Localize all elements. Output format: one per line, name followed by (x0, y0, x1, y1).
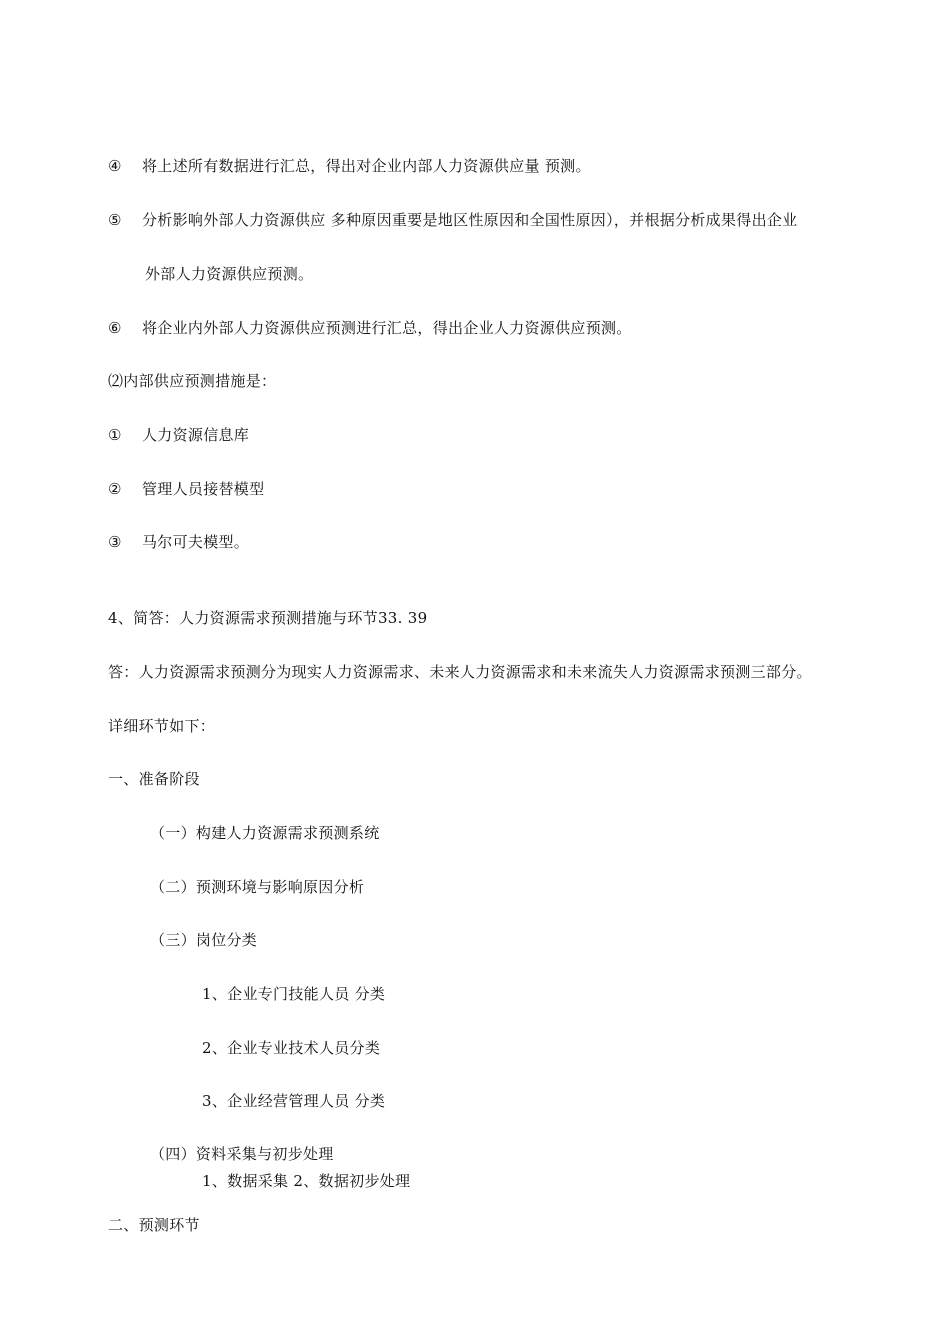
list-marker: ① (108, 426, 122, 444)
subsection-heading: （四）资料采集与初步处理 (150, 1145, 334, 1163)
list-item-text: 人力资源信息库 (142, 426, 250, 444)
list-item (108, 156, 591, 176)
list-item (108, 318, 632, 338)
subsection-heading: （一）构建人力资源需求预测系统 (150, 824, 380, 842)
list-marker: ② (108, 480, 122, 498)
sub-item: 1、数据采集 2、数据初步处理 (202, 1172, 411, 1190)
question-heading: 4、简答：人力资源需求预测措施与环节33. 39 (108, 609, 428, 627)
sub-item: 3、企业经营管理人员 分类 (202, 1092, 386, 1110)
list-item (108, 425, 249, 445)
list-item-text: 将企业内外部人力资源供应预测进行汇总，得出企业人力资源供应预测。 (142, 319, 632, 337)
section-heading: 一、准备阶段 (108, 770, 200, 788)
list-marker: ⑤ (108, 211, 122, 229)
list-marker: ⑥ (108, 319, 122, 337)
list-marker: ④ (108, 157, 122, 175)
subheading: ⑵内部供应预测措施是： (108, 372, 277, 390)
list-item (108, 479, 264, 499)
list-item (108, 210, 797, 230)
subsection-heading: （二）预测环境与影响原因分析 (150, 878, 365, 896)
list-item-text: 马尔可夫模型。 (142, 533, 250, 551)
list-item-text: 管理人员接替模型 (142, 480, 265, 498)
list-item (108, 532, 249, 552)
section-heading: 二、预测环节 (108, 1216, 200, 1234)
paragraph-continuation: 外部人力资源供应预测。 (145, 265, 314, 283)
list-item-text: 分析影响外部人力资源供应 多种原因重要是地区性原因和全国性原因），并根据分析成果得出企业 (142, 211, 798, 229)
sub-item: 2、企业专业技术人员分类 (202, 1039, 381, 1057)
answer-paragraph: 答：人力资源需求预测分为现实人力资源需求、未来人力资源需求和未来流失人力资源需求预测三部分。 (108, 663, 812, 681)
subsection-heading: （三）岗位分类 (150, 931, 258, 949)
paragraph: 详细环节如下： (108, 717, 216, 735)
list-item-text: 将上述所有数据进行汇总，得出对企业内部人力资源供应量 预测。 (142, 157, 591, 175)
list-marker: ③ (108, 533, 122, 551)
sub-item: 1、企业专门技能人员 分类 (202, 985, 386, 1003)
